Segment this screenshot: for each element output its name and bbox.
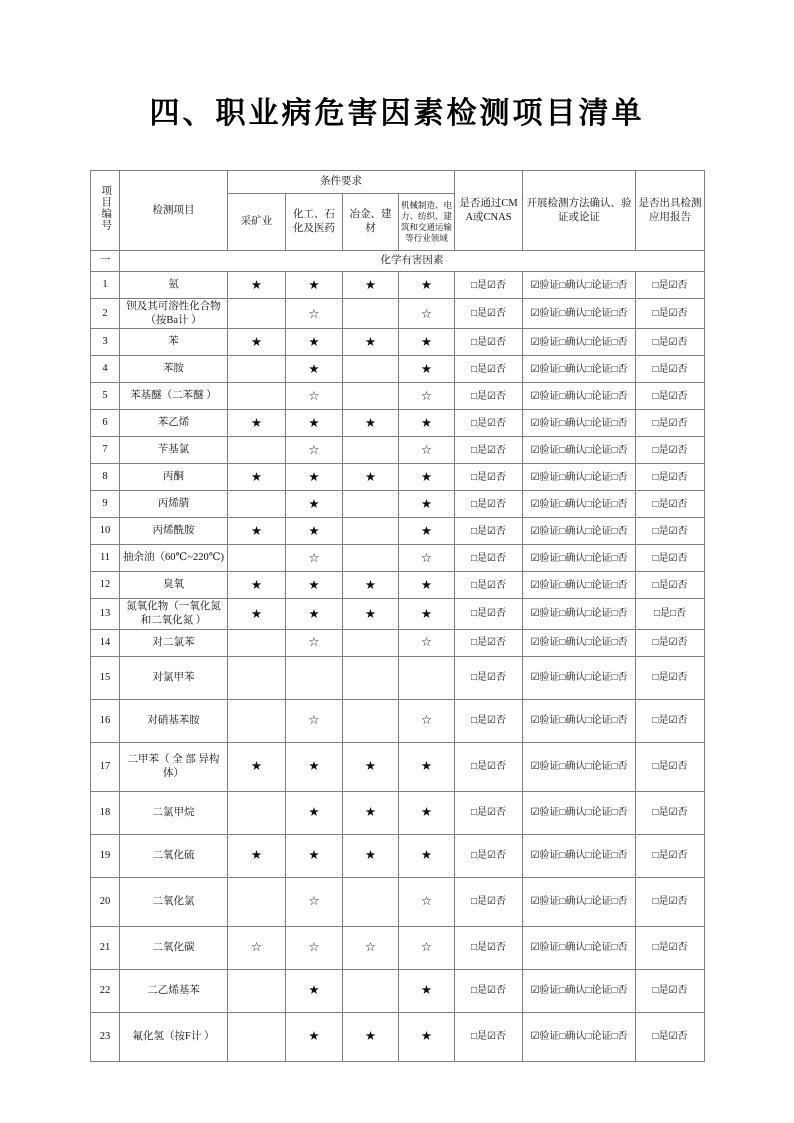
cma-cnas-checkboxes: □是☑否 (455, 926, 523, 969)
row-number: 12 (91, 572, 120, 599)
item-name: 对硝基苯胺 (120, 699, 228, 742)
method-checkboxes: ☑验证□确认□论证□否 (523, 464, 636, 491)
cond-metallurgy-building-mark (343, 699, 399, 742)
item-name: 苯乙烯 (120, 410, 228, 437)
item-name: 臭氧 (120, 572, 228, 599)
col-header-mining: 采矿业 (228, 194, 286, 251)
cond-metallurgy-building-mark (343, 518, 399, 545)
cond-machinery-etc-mark: ☆ (399, 629, 455, 656)
cond-mining-mark (228, 877, 286, 926)
cond-mining-mark: ★ (228, 572, 286, 599)
cond-metallurgy-building-mark: ☆ (343, 926, 399, 969)
cma-cnas-checkboxes: □是☑否 (455, 742, 523, 791)
cond-chemical-pharma-mark: ★ (286, 410, 343, 437)
method-checkboxes: ☑验证□确认□论证□否 (523, 299, 636, 329)
cond-chemical-pharma-mark: ★ (286, 518, 343, 545)
cond-mining-mark (228, 356, 286, 383)
row-number: 11 (91, 545, 120, 572)
table-row (91, 518, 705, 545)
item-name: 对氯甲苯 (120, 656, 228, 699)
cond-metallurgy-building-mark (343, 491, 399, 518)
cma-cnas-checkboxes: □是☑否 (455, 410, 523, 437)
cond-mining-mark (228, 545, 286, 572)
cond-metallurgy-building-mark: ★ (343, 1012, 399, 1061)
item-name: 苯基醚（二苯醚 ） (120, 383, 228, 410)
cond-metallurgy-building-mark (343, 877, 399, 926)
detection-items-table-wrap (90, 170, 706, 1062)
cond-chemical-pharma-mark: ★ (286, 969, 343, 1012)
row-number: 7 (91, 437, 120, 464)
cma-cnas-checkboxes: □是☑否 (455, 599, 523, 629)
cma-cnas-checkboxes: □是☑否 (455, 572, 523, 599)
cond-machinery-etc-mark: ☆ (399, 877, 455, 926)
row-number: 10 (91, 518, 120, 545)
section-row (91, 251, 705, 272)
cond-machinery-etc-mark: ☆ (399, 926, 455, 969)
cma-cnas-checkboxes: □是☑否 (455, 969, 523, 1012)
method-checkboxes: ☑验证□确认□论证□否 (523, 1012, 636, 1061)
table-row (91, 356, 705, 383)
method-checkboxes: ☑验证□确认□论证□否 (523, 572, 636, 599)
cond-metallurgy-building-mark (343, 356, 399, 383)
cond-mining-mark (228, 656, 286, 699)
method-checkboxes: ☑验证□确认□论证□否 (523, 699, 636, 742)
cma-cnas-checkboxes: □是☑否 (455, 437, 523, 464)
cond-machinery-etc-mark: ★ (399, 1012, 455, 1061)
method-checkboxes: ☑验证□确认□论证□否 (523, 272, 636, 299)
item-name: 对二氯苯 (120, 629, 228, 656)
row-number: 1 (91, 272, 120, 299)
table-row (91, 699, 705, 742)
cond-metallurgy-building-mark (343, 545, 399, 572)
cma-cnas-checkboxes: □是☑否 (455, 272, 523, 299)
cma-cnas-checkboxes: □是☑否 (455, 656, 523, 699)
row-number: 16 (91, 699, 120, 742)
col-header-method-confirmation: 开展检测方法确认、验证或论证 (523, 171, 636, 251)
row-number: 17 (91, 742, 120, 791)
report-checkboxes: □是☑否 (636, 699, 705, 742)
report-checkboxes: □是☑否 (636, 545, 705, 572)
header-row-top (91, 171, 705, 194)
cond-mining-mark: ★ (228, 464, 286, 491)
cond-chemical-pharma-mark: ★ (286, 464, 343, 491)
cond-machinery-etc-mark: ★ (399, 464, 455, 491)
table-row (91, 491, 705, 518)
cond-machinery-etc-mark: ★ (399, 599, 455, 629)
page-title: 四、职业病危害因素检测项目清单 (149, 97, 645, 130)
table-row (91, 599, 705, 629)
row-number: 19 (91, 834, 120, 877)
table-row (91, 877, 705, 926)
item-name: 氮氧化物（一氧化氮和二氧化氮 ） (120, 599, 228, 629)
col-header-chemical-pharma: 化工、石化及医药 (286, 194, 343, 251)
method-checkboxes: ☑验证□确认□论证□否 (523, 926, 636, 969)
cond-chemical-pharma-mark: ★ (286, 1012, 343, 1061)
report-checkboxes: □是☑否 (636, 791, 705, 834)
method-checkboxes: ☑验证□确认□论证□否 (523, 545, 636, 572)
method-checkboxes: ☑验证□确认□论证□否 (523, 329, 636, 356)
cond-mining-mark (228, 437, 286, 464)
report-checkboxes: □是☑否 (636, 299, 705, 329)
cond-metallurgy-building-mark: ★ (343, 742, 399, 791)
cond-metallurgy-building-mark (343, 383, 399, 410)
cond-machinery-etc-mark: ☆ (399, 545, 455, 572)
table-row (91, 791, 705, 834)
cond-chemical-pharma-mark: ☆ (286, 299, 343, 329)
cond-machinery-etc-mark: ☆ (399, 299, 455, 329)
cond-mining-mark (228, 1012, 286, 1061)
item-name: 氨 (120, 272, 228, 299)
table-row (91, 299, 705, 329)
cond-mining-mark: ★ (228, 599, 286, 629)
table-row (91, 656, 705, 699)
cond-metallurgy-building-mark (343, 656, 399, 699)
table-row (91, 464, 705, 491)
item-name: 钡及其可溶性化合物（按Ba计 ） (120, 299, 228, 329)
method-checkboxes: ☑验证□确认□论证□否 (523, 356, 636, 383)
report-checkboxes: □是☑否 (636, 877, 705, 926)
report-checkboxes: □是☑否 (636, 969, 705, 1012)
col-header-application-report: 是否出具检测应用报告 (636, 171, 705, 251)
cond-mining-mark (228, 491, 286, 518)
cma-cnas-checkboxes: □是☑否 (455, 299, 523, 329)
cond-metallurgy-building-mark: ★ (343, 272, 399, 299)
cond-chemical-pharma-mark: ★ (286, 599, 343, 629)
cma-cnas-checkboxes: □是☑否 (455, 383, 523, 410)
cond-metallurgy-building-mark (343, 437, 399, 464)
cma-cnas-checkboxes: □是☑否 (455, 518, 523, 545)
cond-mining-mark: ☆ (228, 926, 286, 969)
cond-mining-mark (228, 699, 286, 742)
cond-chemical-pharma-mark: ☆ (286, 699, 343, 742)
row-number: 14 (91, 629, 120, 656)
row-number: 22 (91, 969, 120, 1012)
report-checkboxes: □是☑否 (636, 356, 705, 383)
item-name: 二氧化氯 (120, 877, 228, 926)
report-checkboxes: □是☑否 (636, 383, 705, 410)
cond-chemical-pharma-mark: ☆ (286, 629, 343, 656)
row-number: 3 (91, 329, 120, 356)
cma-cnas-checkboxes: □是☑否 (455, 491, 523, 518)
row-number: 5 (91, 383, 120, 410)
cma-cnas-checkboxes: □是☑否 (455, 329, 523, 356)
item-name: 二氯甲烷 (120, 791, 228, 834)
table-row (91, 629, 705, 656)
item-name: 苯 (120, 329, 228, 356)
report-checkboxes: □是☑否 (636, 464, 705, 491)
cond-mining-mark: ★ (228, 518, 286, 545)
cond-metallurgy-building-mark (343, 969, 399, 1012)
table-row (91, 742, 705, 791)
row-number: 21 (91, 926, 120, 969)
col-header-machinery-etc: 机械制造、电力、纺织、建筑和交通运输等行业领域 (399, 194, 455, 251)
cond-chemical-pharma-mark: ★ (286, 572, 343, 599)
col-header-metallurgy-building: 冶金、建材 (343, 194, 399, 251)
item-name: 氟化氢（按F计 ） (120, 1012, 228, 1061)
report-checkboxes: □是☑否 (636, 410, 705, 437)
row-number: 13 (91, 599, 120, 629)
report-checkboxes: □是☑否 (636, 491, 705, 518)
row-number: 20 (91, 877, 120, 926)
cond-chemical-pharma-mark: ☆ (286, 877, 343, 926)
cond-mining-mark: ★ (228, 272, 286, 299)
table-row (91, 834, 705, 877)
report-checkboxes: □是☑否 (636, 572, 705, 599)
cond-mining-mark (228, 383, 286, 410)
method-checkboxes: ☑验证□确认□论证□否 (523, 518, 636, 545)
cond-machinery-etc-mark: ★ (399, 572, 455, 599)
cond-machinery-etc-mark: ★ (399, 356, 455, 383)
report-checkboxes: □是☑否 (636, 742, 705, 791)
method-checkboxes: ☑验证□确认□论证□否 (523, 599, 636, 629)
table-row (91, 1012, 705, 1061)
item-number-vertical-label: 项目编号 (100, 185, 112, 232)
col-header-condition-requirements: 条件要求 (228, 171, 455, 194)
cond-chemical-pharma-mark: ★ (286, 834, 343, 877)
method-checkboxes: ☑验证□确认□论证□否 (523, 969, 636, 1012)
row-number: 2 (91, 299, 120, 329)
report-checkboxes: □是☑否 (636, 656, 705, 699)
cond-metallurgy-building-mark: ★ (343, 329, 399, 356)
method-checkboxes: ☑验证□确认□论证□否 (523, 437, 636, 464)
report-checkboxes: □是☑否 (636, 926, 705, 969)
cond-chemical-pharma-mark: ☆ (286, 383, 343, 410)
report-checkboxes: □是☑否 (636, 834, 705, 877)
row-number: 8 (91, 464, 120, 491)
cond-mining-mark (228, 969, 286, 1012)
cond-machinery-etc-mark: ★ (399, 329, 455, 356)
cond-machinery-etc-mark: ☆ (399, 437, 455, 464)
cond-machinery-etc-mark: ★ (399, 272, 455, 299)
method-checkboxes: ☑验证□确认□论证□否 (523, 383, 636, 410)
item-name: 二氧化碳 (120, 926, 228, 969)
cond-metallurgy-building-mark: ★ (343, 464, 399, 491)
cma-cnas-checkboxes: □是☑否 (455, 791, 523, 834)
cond-mining-mark (228, 629, 286, 656)
table-row (91, 969, 705, 1012)
table-row (91, 383, 705, 410)
cond-metallurgy-building-mark: ★ (343, 599, 399, 629)
cond-metallurgy-building-mark (343, 629, 399, 656)
cond-chemical-pharma-mark: ☆ (286, 437, 343, 464)
cma-cnas-checkboxes: □是☑否 (455, 464, 523, 491)
cond-chemical-pharma-mark: ★ (286, 491, 343, 518)
method-checkboxes: ☑验证□确认□论证□否 (523, 656, 636, 699)
table-row (91, 272, 705, 299)
report-checkboxes: □是☑否 (636, 437, 705, 464)
col-header-item-name: 检测项目 (120, 171, 228, 251)
row-number: 4 (91, 356, 120, 383)
report-checkboxes: □是☑否 (636, 629, 705, 656)
row-number: 15 (91, 656, 120, 699)
method-checkboxes: ☑验证□确认□论证□否 (523, 491, 636, 518)
cond-machinery-etc-mark: ★ (399, 791, 455, 834)
row-number: 18 (91, 791, 120, 834)
method-checkboxes: ☑验证□确认□论证□否 (523, 877, 636, 926)
table-row (91, 329, 705, 356)
item-name: 苄基氯 (120, 437, 228, 464)
col-header-cma-cnas: 是否通过CMA或CNAS (455, 171, 523, 251)
cond-mining-mark (228, 299, 286, 329)
row-number: 6 (91, 410, 120, 437)
cond-mining-mark: ★ (228, 410, 286, 437)
item-name: 丙酮 (120, 464, 228, 491)
table-row (91, 926, 705, 969)
report-checkboxes: □是☑否 (636, 1012, 705, 1061)
cond-mining-mark: ★ (228, 742, 286, 791)
report-checkboxes: □是☑否 (636, 329, 705, 356)
row-number: 9 (91, 491, 120, 518)
cond-metallurgy-building-mark (343, 299, 399, 329)
row-number: 23 (91, 1012, 120, 1061)
cond-metallurgy-building-mark: ★ (343, 791, 399, 834)
table-row (91, 545, 705, 572)
cond-chemical-pharma-mark: ★ (286, 272, 343, 299)
cma-cnas-checkboxes: □是☑否 (455, 699, 523, 742)
cond-machinery-etc-mark: ★ (399, 410, 455, 437)
item-name: 苯胺 (120, 356, 228, 383)
cond-machinery-etc-mark: ★ (399, 834, 455, 877)
item-name: 二氧化硫 (120, 834, 228, 877)
section-number: 一 (91, 251, 120, 272)
cond-metallurgy-building-mark: ★ (343, 410, 399, 437)
cond-chemical-pharma-mark: ☆ (286, 545, 343, 572)
cma-cnas-checkboxes: □是☑否 (455, 834, 523, 877)
cond-metallurgy-building-mark: ★ (343, 572, 399, 599)
table-row (91, 437, 705, 464)
item-name: 丙烯腈 (120, 491, 228, 518)
report-checkboxes: □是☑否 (636, 518, 705, 545)
report-checkboxes: □是☑否 (636, 272, 705, 299)
cma-cnas-checkboxes: □是☑否 (455, 1012, 523, 1061)
cma-cnas-checkboxes: □是☑否 (455, 545, 523, 572)
item-name: 丙烯酰胺 (120, 518, 228, 545)
report-checkboxes: □是□否 (636, 599, 705, 629)
cma-cnas-checkboxes: □是☑否 (455, 356, 523, 383)
method-checkboxes: ☑验证□确认□论证□否 (523, 410, 636, 437)
cond-metallurgy-building-mark: ★ (343, 834, 399, 877)
method-checkboxes: ☑验证□确认□论证□否 (523, 629, 636, 656)
cond-machinery-etc-mark: ★ (399, 969, 455, 1012)
table-row (91, 410, 705, 437)
cond-mining-mark (228, 791, 286, 834)
cond-chemical-pharma-mark: ★ (286, 791, 343, 834)
cond-machinery-etc-mark: ☆ (399, 383, 455, 410)
cond-machinery-etc-mark: ☆ (399, 699, 455, 742)
cond-chemical-pharma-mark: ☆ (286, 926, 343, 969)
cond-machinery-etc-mark: ★ (399, 518, 455, 545)
cond-machinery-etc-mark: ★ (399, 491, 455, 518)
cond-chemical-pharma-mark: ★ (286, 742, 343, 791)
cond-mining-mark: ★ (228, 834, 286, 877)
table-row (91, 572, 705, 599)
cma-cnas-checkboxes: □是☑否 (455, 629, 523, 656)
detection-items-table (90, 170, 705, 1062)
item-name: 二甲苯（ 全 部 异构体） (120, 742, 228, 791)
method-checkboxes: ☑验证□确认□论证□否 (523, 834, 636, 877)
item-name: 二乙烯基苯 (120, 969, 228, 1012)
cond-chemical-pharma-mark: ★ (286, 329, 343, 356)
col-header-item-number (91, 171, 120, 251)
cond-machinery-etc-mark: ★ (399, 742, 455, 791)
cond-machinery-etc-mark (399, 656, 455, 699)
method-checkboxes: ☑验证□确认□论证□否 (523, 742, 636, 791)
item-name: 抽余油（60℃~220℃) (120, 545, 228, 572)
section-label: 化学有害因素 (120, 251, 705, 272)
cond-chemical-pharma-mark (286, 656, 343, 699)
cond-chemical-pharma-mark: ★ (286, 356, 343, 383)
cond-mining-mark: ★ (228, 329, 286, 356)
cma-cnas-checkboxes: □是☑否 (455, 877, 523, 926)
method-checkboxes: ☑验证□确认□论证□否 (523, 791, 636, 834)
